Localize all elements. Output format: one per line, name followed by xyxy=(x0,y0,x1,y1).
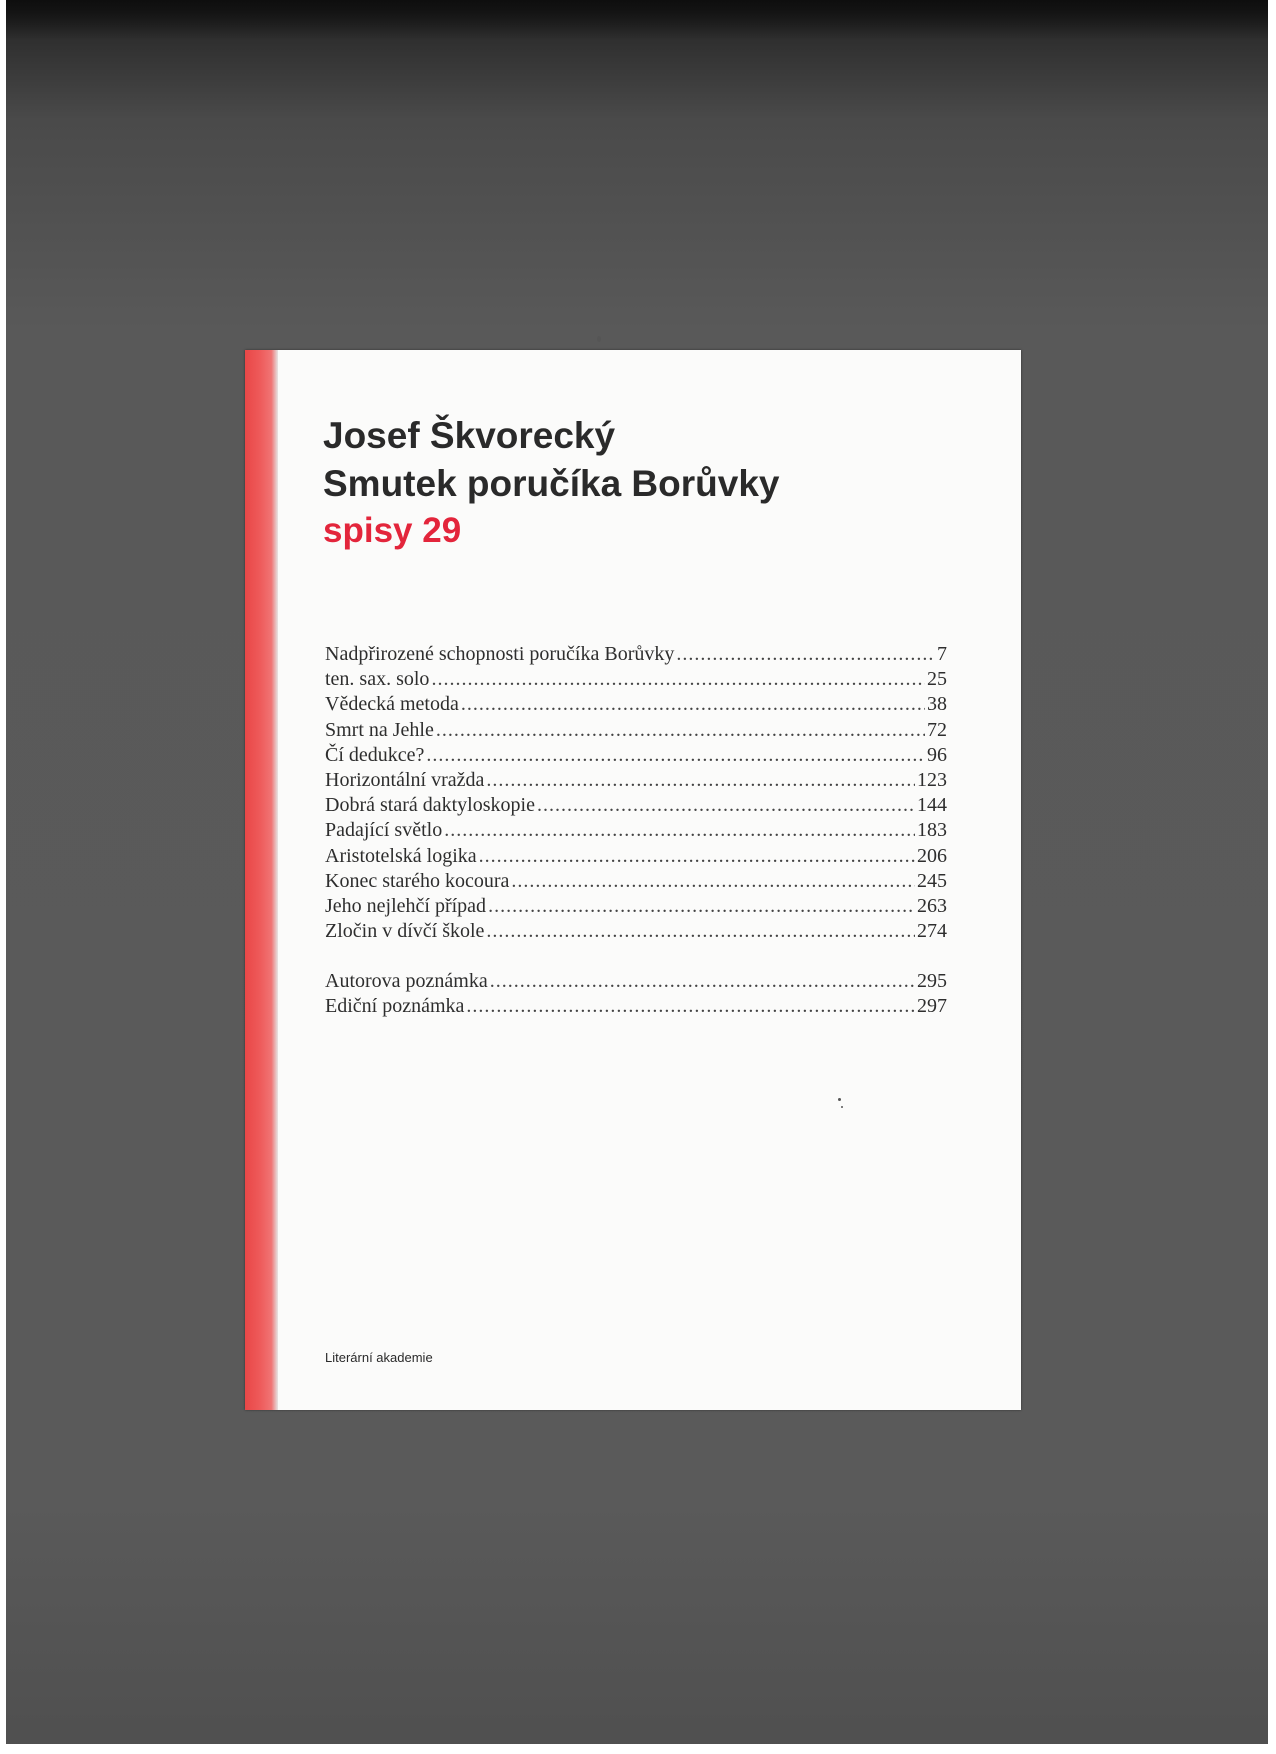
toc-entry xyxy=(325,969,947,994)
toc-separator xyxy=(325,944,947,969)
toc-entry xyxy=(325,692,947,717)
toc-entry-page: 25 xyxy=(927,668,947,691)
toc-entry-page: 295 xyxy=(917,970,947,993)
toc-main-list xyxy=(325,642,947,944)
toc-entry-title: ten. sax. solo xyxy=(325,668,430,691)
cover-header xyxy=(323,412,963,554)
toc-entry xyxy=(325,894,947,919)
toc-entry xyxy=(325,768,947,793)
toc-entry-title: Padající světlo xyxy=(325,819,443,842)
page-margin-right xyxy=(1268,0,1276,1754)
toc-entry xyxy=(325,994,947,1019)
toc-leader-dots xyxy=(466,994,915,1019)
toc-leader-dots xyxy=(511,869,915,894)
toc-entry-page: 38 xyxy=(927,693,947,716)
toc-entry xyxy=(325,667,947,692)
red-spine xyxy=(245,350,278,1410)
toc-entry-title: Čí dedukce? xyxy=(325,743,425,766)
toc-entry-title: Dobrá stará daktyloskopie xyxy=(325,794,535,817)
scanner-shadow xyxy=(0,0,1276,40)
toc-entry-page: 245 xyxy=(917,869,947,892)
toc-leader-dots xyxy=(537,793,915,818)
toc-leader-dots xyxy=(431,667,925,692)
toc-leader-dots xyxy=(426,743,925,768)
publisher-name: Literární akademie xyxy=(325,1350,433,1365)
toc-leader-dots xyxy=(676,642,935,667)
toc-entry-page: 183 xyxy=(917,819,947,842)
toc-entry-title: Konec starého kocoura xyxy=(325,869,510,892)
toc-leader-dots xyxy=(461,692,925,717)
toc-entry-title: Jeho nejlehčí případ xyxy=(325,894,487,917)
toc-entry xyxy=(325,844,947,869)
toc-notes-list xyxy=(325,969,947,1019)
toc-leader-dots xyxy=(444,818,915,843)
toc-entry-page: 72 xyxy=(927,718,947,741)
dust-speck xyxy=(597,336,601,342)
toc-entry-title: Smrt na Jehle xyxy=(325,718,434,741)
dust-speck xyxy=(838,1098,841,1101)
toc-entry-title: Aristotelská logika xyxy=(325,844,477,867)
toc-leader-dots xyxy=(436,718,925,743)
toc-entry xyxy=(325,869,947,894)
toc-entry-title: Autorova poznámka xyxy=(325,970,488,993)
toc-entry-title: Nadpřirozené schopnosti poručíka Borůvky xyxy=(325,643,675,665)
dust-speck xyxy=(841,1106,843,1108)
toc-entry-page: 144 xyxy=(917,794,947,817)
toc-leader-dots xyxy=(486,768,915,793)
page-margin-left xyxy=(0,0,6,1754)
toc-leader-dots xyxy=(490,969,915,994)
author-name: Josef Škvorecký xyxy=(323,415,616,456)
toc-entry xyxy=(325,793,947,818)
toc-entry xyxy=(325,818,947,843)
toc-leader-dots xyxy=(488,894,915,919)
series-label: spisy 29 xyxy=(323,511,462,550)
book-title: Smutek poručíka Borůvky xyxy=(323,463,780,504)
toc-entry-page: 206 xyxy=(917,844,947,867)
toc-entry xyxy=(325,919,947,944)
toc-entry xyxy=(325,718,947,743)
toc-entry-title: Vědecká metoda xyxy=(325,693,459,716)
toc-entry-title: Horizontální vražda xyxy=(325,768,485,791)
table-of-contents xyxy=(325,642,947,1020)
toc-entry-page: 96 xyxy=(927,743,947,766)
toc-entry xyxy=(325,743,947,768)
toc-entry-page: 274 xyxy=(917,920,947,943)
toc-entry-page: 297 xyxy=(917,995,947,1018)
toc-entry-page: 263 xyxy=(917,894,947,917)
toc-entry-page: 7 xyxy=(937,643,947,665)
toc-entry-title: Ediční poznámka xyxy=(325,995,465,1018)
toc-entry xyxy=(325,642,947,667)
toc-leader-dots xyxy=(479,844,915,869)
page-margin-bottom xyxy=(0,1744,1276,1754)
toc-entry-page: 123 xyxy=(917,768,947,791)
book-back-cover xyxy=(245,350,1021,1410)
toc-entry-title: Zločin v dívčí škole xyxy=(325,920,485,943)
toc-leader-dots xyxy=(486,919,915,944)
